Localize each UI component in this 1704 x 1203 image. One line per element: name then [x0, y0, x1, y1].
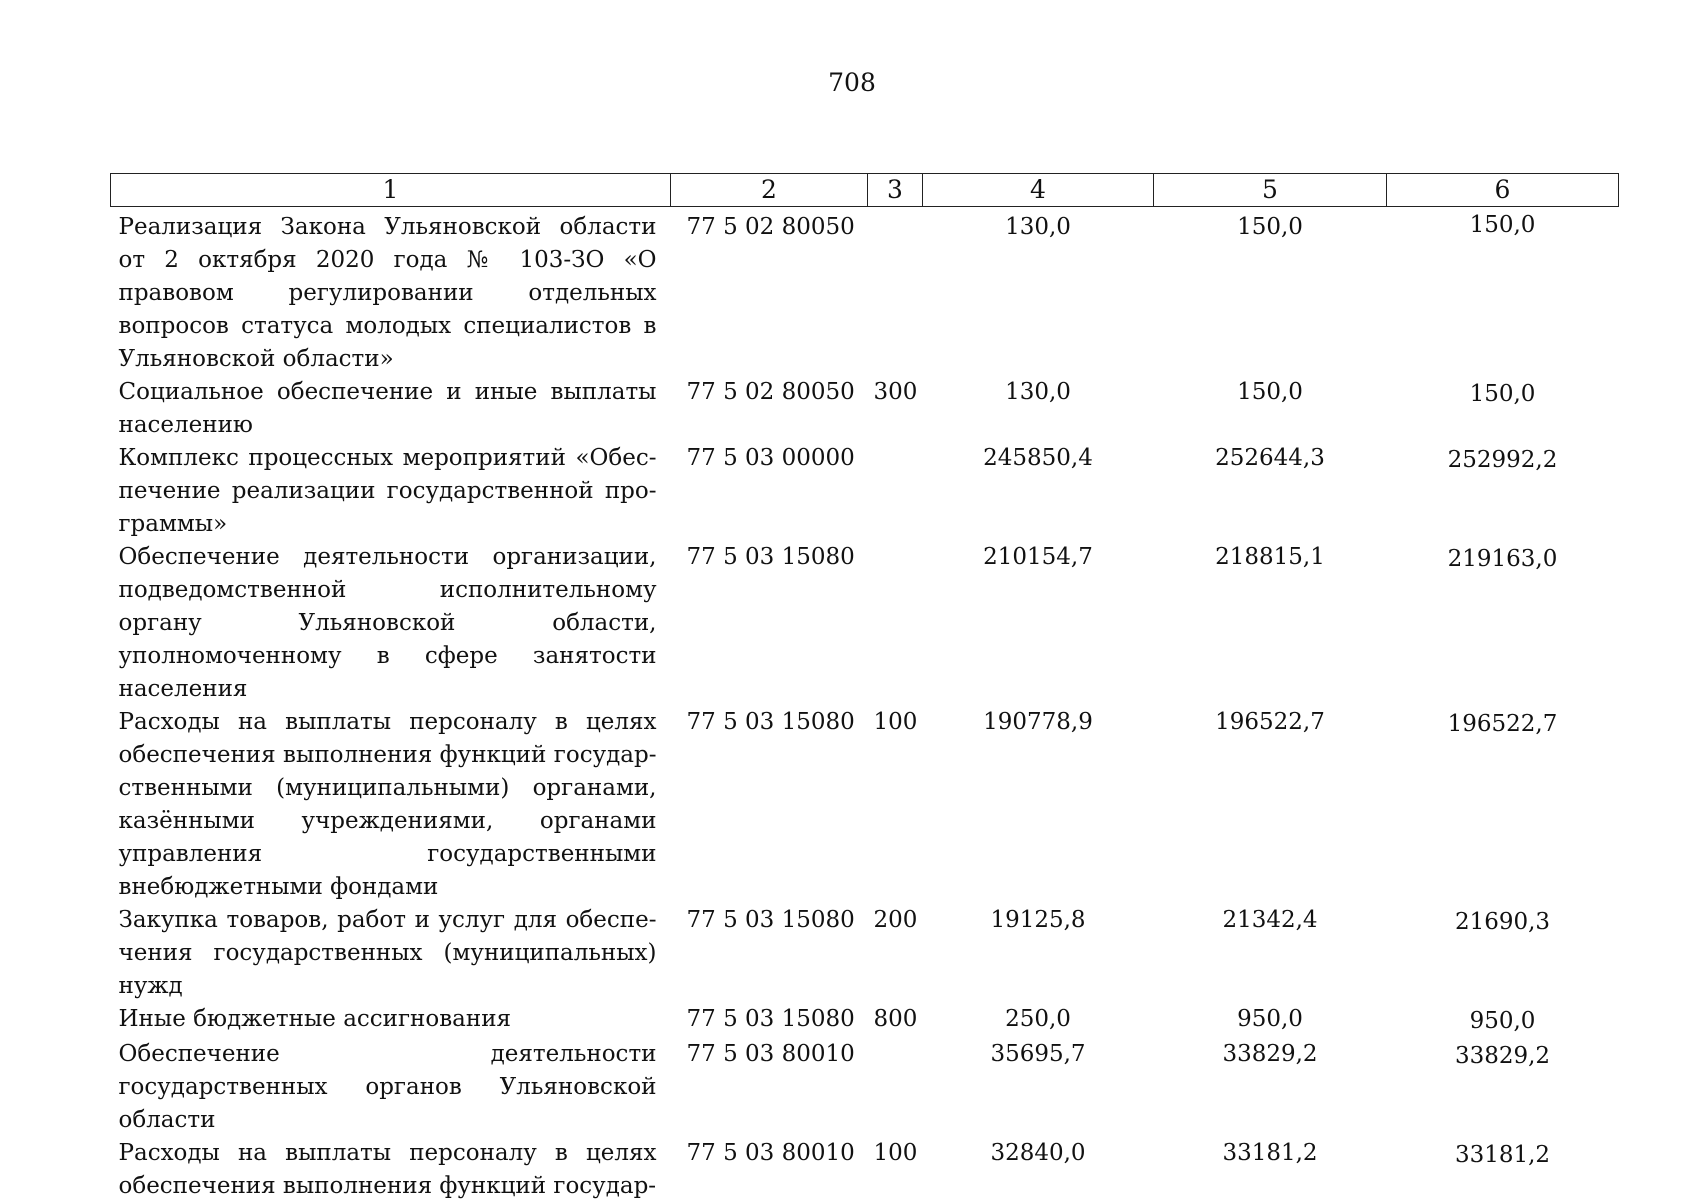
- table-header-row: [111, 174, 1619, 207]
- row-name: Обеспечение деятельности государственных органов Ульяновской области: [118, 1041, 657, 1133]
- table-row: [111, 1038, 1619, 1137]
- row-code: 77 5 02 80050: [686, 379, 855, 405]
- row-value-2024: 32840,0: [990, 1140, 1086, 1166]
- header-col-3: 3: [868, 174, 923, 207]
- row-value-2024: 130,0: [1005, 379, 1071, 405]
- row-value-2026: 950,0: [1469, 1008, 1536, 1034]
- row-name: Расходы на выплаты персоналу в целях обеспечения выполнения функций государственными (муниципальными) органами, казёнными учреждениями, органами управления государственными внебюджетными фондами: [118, 709, 657, 900]
- row-value-2026: 150,0: [1469, 381, 1536, 407]
- row-name: Реализация Закона Ульяновской области от 2 октября 2020 года № 103-ЗО «О правовом регулировании отдельных вопросов статуса молодых специалистов в Ульяновской области»: [118, 214, 657, 372]
- table-row: [111, 541, 1619, 706]
- row-value-2025: 21342,4: [1222, 907, 1318, 933]
- row-value-2024: 35695,7: [990, 1041, 1086, 1067]
- row-value-2024: 130,0: [1005, 214, 1071, 240]
- row-name: Закупка товаров, работ и услуг для обеспечения государственных (муниципальных) нужд: [118, 907, 657, 999]
- row-name: Расходы на выплаты персоналу в целях обеспечения выполнения функций государ-: [118, 1140, 657, 1199]
- table-row: [111, 1003, 1619, 1038]
- row-value-2026: 150,0: [1469, 212, 1536, 238]
- row-value-2026: 196522,7: [1447, 711, 1558, 737]
- row-value-2025: 196522,7: [1215, 709, 1325, 735]
- row-type: [868, 442, 923, 541]
- row-value-2025: 150,0: [1237, 214, 1303, 240]
- row-code: 77 5 03 15080: [686, 907, 855, 933]
- row-value-2024: 19125,8: [990, 907, 1086, 933]
- row-value-2025: 33829,2: [1222, 1041, 1318, 1067]
- row-code: 77 5 03 15080: [686, 1006, 855, 1032]
- row-value-2025: 150,0: [1237, 379, 1303, 405]
- row-name: Комплекс процессных мероприятий «Обеспечение реализации государственной программы»: [118, 445, 657, 537]
- table-row: [111, 442, 1619, 541]
- header-col-4: 4: [923, 174, 1154, 207]
- row-value-2025: 252644,3: [1215, 445, 1325, 471]
- row-value-2024: 190778,9: [983, 709, 1093, 735]
- row-type: 800: [873, 1006, 918, 1032]
- table-row: [111, 207, 1619, 377]
- header-col-1: 1: [111, 174, 671, 207]
- row-type: 100: [873, 709, 918, 735]
- header-col-2: 2: [671, 174, 868, 207]
- row-code: 77 5 03 15080: [686, 544, 855, 570]
- row-type: [868, 541, 923, 706]
- table-row: [111, 376, 1619, 442]
- row-name: Обеспечение деятельности организации, подведомственной исполнительному органу Ульяновской области, уполномоченному в сфере занятости населения: [118, 544, 657, 702]
- row-code: 77 5 03 15080: [686, 709, 855, 735]
- row-value-2025: 950,0: [1237, 1006, 1303, 1032]
- row-value-2024: 245850,4: [983, 445, 1093, 471]
- row-value-2026: 219163,0: [1447, 546, 1558, 572]
- page-number: 708: [828, 68, 876, 97]
- row-type: [868, 207, 923, 377]
- header-col-5: 5: [1154, 174, 1387, 207]
- row-value-2024: 250,0: [1005, 1006, 1071, 1032]
- row-value-2026: 33181,2: [1454, 1142, 1551, 1168]
- row-value-2026: 252992,2: [1447, 447, 1558, 473]
- row-value-2025: 33181,2: [1222, 1140, 1318, 1166]
- row-name: Социальное обеспечение и иные выплаты населению: [118, 379, 657, 438]
- row-type: 200: [873, 907, 918, 933]
- row-value-2025: 218815,1: [1215, 544, 1325, 570]
- budget-table: [110, 173, 1619, 1203]
- row-value-2024: 210154,7: [983, 544, 1093, 570]
- row-code: 77 5 03 80010: [686, 1041, 855, 1067]
- table-row: [111, 1137, 1619, 1203]
- row-name: Иные бюджетные ассигнования: [118, 1006, 512, 1032]
- table-row: [111, 706, 1619, 904]
- row-type: 300: [873, 379, 918, 405]
- row-code: 77 5 03 80010: [686, 1140, 855, 1166]
- row-value-2026: 33829,2: [1454, 1043, 1551, 1069]
- row-code: 77 5 02 80050: [686, 214, 855, 240]
- row-value-2026: 21690,3: [1454, 909, 1551, 935]
- table-row: [111, 904, 1619, 1003]
- row-code: 77 5 03 00000: [686, 445, 855, 471]
- row-type: 100: [873, 1140, 918, 1166]
- row-type: [868, 1038, 923, 1137]
- header-col-6: 6: [1387, 174, 1619, 207]
